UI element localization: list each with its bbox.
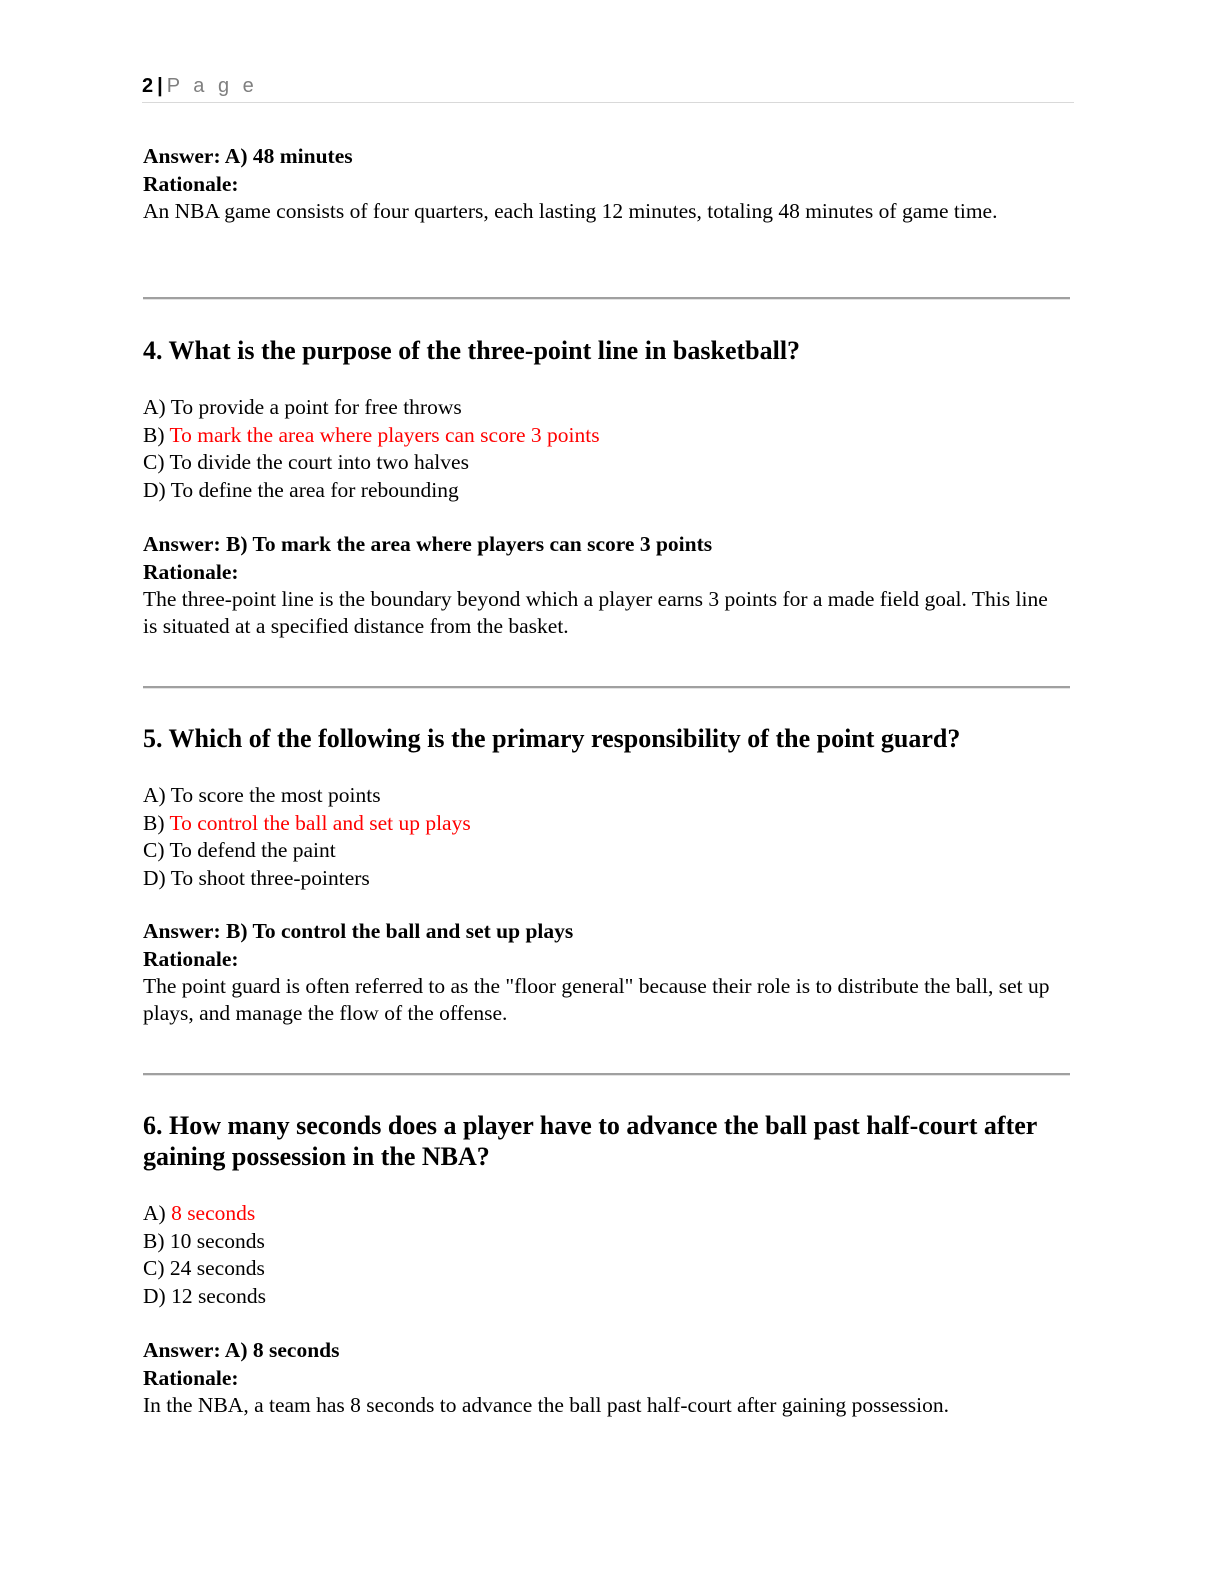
answer-line: Answer: A) 48 minutes: [143, 144, 353, 168]
section-divider: [143, 297, 1070, 300]
question-5-block: [143, 723, 1073, 754]
section-divider: [143, 1073, 1070, 1076]
page-label: P a g e: [166, 75, 258, 97]
correct-option-text: To control the ball and set up plays: [169, 810, 471, 835]
option-b: B) To control the ball and set up plays: [143, 810, 471, 835]
correct-option-text: 8 seconds: [171, 1201, 256, 1225]
rationale-label: Rationale:: [143, 1365, 239, 1390]
rationale-label: Rationale:: [143, 559, 239, 584]
option-b: B) 10 seconds: [143, 1228, 265, 1253]
option-c: C) 24 seconds: [143, 1256, 265, 1280]
page-number: 2: [142, 75, 154, 97]
question-4-block: [143, 335, 1073, 366]
question-text: 5. Which of the following is the primary responsibility of the point guard?: [143, 724, 961, 753]
correct-option-text: To mark the area where players can score 3 points: [169, 422, 600, 447]
option-d: D) 12 seconds: [143, 1283, 267, 1308]
question-6-answer: [143, 1337, 1073, 1419]
option-a: A) To score the most points: [143, 783, 381, 807]
option-a: A) To provide a point for free throws: [143, 395, 462, 419]
question-4-options: [143, 394, 1073, 504]
rationale-text: The three-point line is the boundary beyond which a player earns 3 points for a made field goal. This line is situated at a specified distance from the basket.: [143, 587, 1048, 638]
question-5-options: [143, 782, 1073, 892]
answer-line: Answer: B) To control the ball and set up plays: [143, 919, 574, 943]
option-a: A) 8 seconds: [143, 1201, 256, 1225]
option-b: B) To mark the area where players can score 3 points: [143, 422, 600, 447]
option-c: C) To divide the court into two halves: [143, 450, 469, 474]
question-text: 6. How many seconds does a player have to advance the ball past half-court after gaining possession in the NBA?: [143, 1111, 1037, 1171]
rationale-text: The point guard is often referred to as the "floor general" because their role is to distribute the ball, set up plays, and manage the flow of the offense.: [143, 974, 1050, 1025]
question-6-options: [143, 1200, 1073, 1310]
rationale-label: Rationale:: [143, 946, 239, 971]
rationale-text: In the NBA, a team has 8 seconds to advance the ball past half-court after gaining possession.: [143, 1393, 950, 1417]
question-text: 4. What is the purpose of the three-point line in basketball?: [143, 336, 801, 365]
option-c: C) To defend the paint: [143, 838, 336, 862]
question-5-answer: [143, 918, 1073, 1027]
section-divider: [143, 686, 1070, 689]
rationale-label: Rationale:: [143, 171, 239, 196]
option-d: D) To define the area for rebounding: [143, 477, 459, 502]
answer-line: Answer: A) 8 seconds: [143, 1338, 340, 1362]
page-header: [142, 72, 1074, 103]
question-4-answer: [143, 531, 1073, 640]
question-6-block: [143, 1110, 1073, 1172]
rationale-text: An NBA game consists of four quarters, each lasting 12 minutes, totaling 48 minutes of game time.: [143, 199, 998, 223]
prev-answer-block: [143, 143, 1073, 225]
option-d: D) To shoot three-pointers: [143, 865, 370, 890]
page-separator: |: [157, 75, 163, 97]
answer-line: Answer: B) To mark the area where players can score 3 points: [143, 532, 713, 556]
